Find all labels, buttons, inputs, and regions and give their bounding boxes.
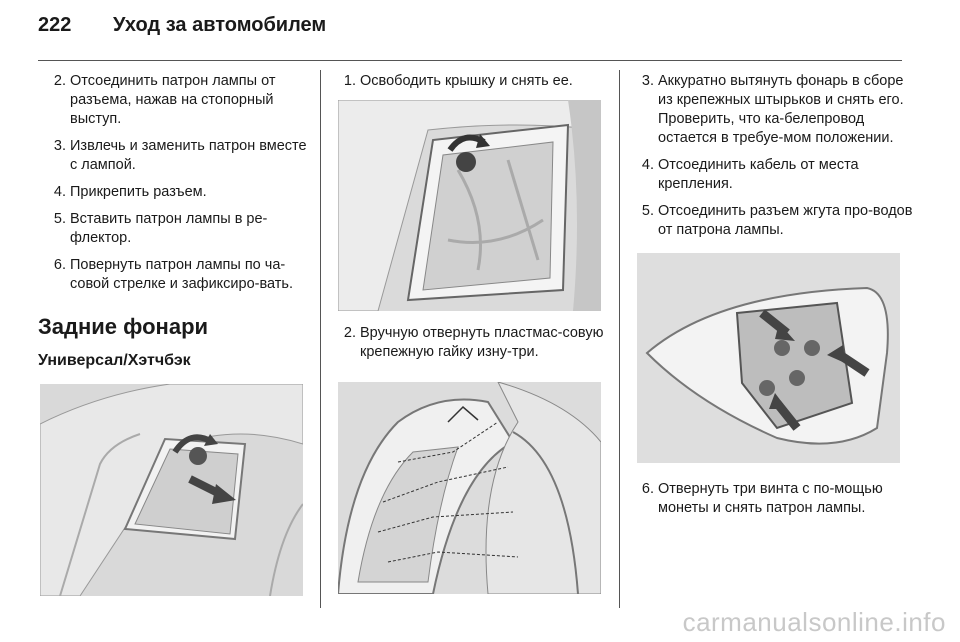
column-divider-1 — [320, 70, 321, 608]
step-item: 3. Аккуратно вытянуть фонарь в сборе из крепежных штырьков и снять его. Проверить, что ка-белепровод остается в требуе-мом положении. — [641, 73, 904, 146]
figure-lamp-holder — [637, 253, 900, 463]
column-1 — [38, 72, 308, 370]
column-2-lower — [336, 324, 604, 370]
step-item: 5. Отсоединить разъем жгута про-водов от патрона лампы. — [641, 203, 913, 238]
step-item: 4. Отсоединить кабель от места крепления. — [641, 157, 859, 192]
page-header — [38, 14, 326, 37]
section-title: Задние фонари — [38, 314, 209, 339]
step-item: 3. Извлечь и заменить патрон вместе с лампой. — [53, 138, 307, 173]
page-number: 222 — [38, 14, 72, 36]
column-3 — [634, 72, 916, 248]
page-title: Уход за автомобилем — [112, 14, 327, 36]
figure-hatchback-cover — [40, 384, 303, 596]
header-rule — [38, 60, 902, 61]
step-item: 2. Отсоединить патрон лампы от разъема, нажав на стопорный выступ. — [53, 73, 276, 127]
column-divider-2 — [619, 70, 620, 608]
figure-unscrew-nut — [338, 382, 601, 594]
step-item: 6. Отвернуть три винта с по-мощью монеты и снять патрон лампы. — [641, 481, 883, 516]
subsection-title: Универсал/Хэтчбэк — [38, 352, 191, 369]
step-item: 2. Вручную отвернуть пластмас-совую крепежную гайку изну-три. — [343, 325, 604, 360]
figure-remove-cover — [338, 100, 601, 311]
step-item: 6. Повернуть патрон лампы по ча-совой стрелке и зафиксиро-вать. — [53, 257, 294, 292]
watermark: carmanualsonline.info — [682, 607, 946, 637]
step-item: 5. Вставить патрон лампы в ре-флектор. — [53, 211, 268, 246]
step-item: 4. Прикрепить разъем. — [53, 184, 207, 200]
column-2 — [336, 72, 604, 99]
step-item: 1. Освободить крышку и снять ее. — [343, 73, 573, 89]
column-3-lower — [634, 480, 916, 526]
